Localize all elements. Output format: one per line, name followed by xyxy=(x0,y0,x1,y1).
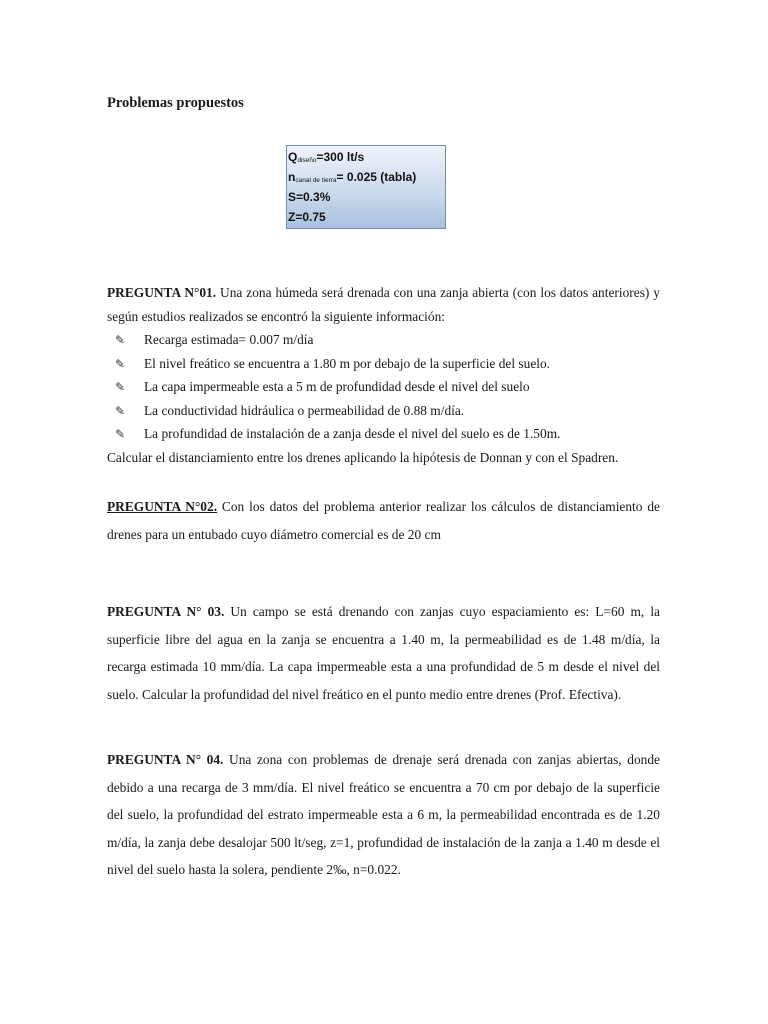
list-item: ✎ La profundidad de instalación de a zanja desde el nivel del suelo es de 1.50m. xyxy=(107,422,660,446)
question-1-closing: Calcular el distanciamiento entre los drenes aplicando la hipótesis de Donnan y con el Spadren. xyxy=(107,449,619,465)
pencil-bullet-icon: ✎ xyxy=(115,333,126,347)
list-item: ✎ Recarga estimada= 0.007 m/día xyxy=(107,328,660,352)
list-item: ✎ El nivel freático se encuentra a 1.80 m por debajo de la superficie del suelo. xyxy=(107,352,660,376)
question-3: PREGUNTA N° 03. Un campo se está drenando con zanjas cuyo espaciamiento es: L=60 m, la superficie libre del agua en la zanja se encuentra a 1.40 m, la permeabilidad es de 1.48 m/día, la recarga estimada 10 mm/día. La capa impermeable esta a una profundidad de 5 m desde el nivel del suelo. Calcular la profundidad del nivel freático en el punto medio entre drenes (Prof. Efectiva). xyxy=(107,604,660,702)
pencil-bullet-icon: ✎ xyxy=(115,380,126,394)
design-z-line: Z=0.75 xyxy=(288,210,326,224)
question-1-intro: PREGUNTA N°01. Una zona húmeda será drenada con una zanja abierta (con los datos anteriores) y según estudios realizados se encontró la siguiente información: xyxy=(107,285,660,324)
question-4-label: PREGUNTA N° 04. xyxy=(107,752,224,767)
pencil-bullet-icon: ✎ xyxy=(115,356,126,371)
list-item: ✎ La conductividad hidráulica o permeabilidad de 0.88 m/día. xyxy=(107,399,660,423)
question-4: PREGUNTA N° 04. Una zona con problemas de drenaje será drenada con zanjas abiertas, donde debido a una recarga de 3 mm/día. El nivel freático se encuentra a 70 cm por debajo de la superficie del suelo, la profundidad del estrato impermeable esta a 6 m, la permeabilidad encontrada es de 1.20 m/día, la zanja debe desalojar 500 lt/seg, z=1, profundidad de instalación de la zanja a 1.40 m desde el nivel del suelo hasta la solera, pendiente 2‰, n=0.022. xyxy=(107,752,660,878)
question-1-bullet-list xyxy=(107,328,660,446)
pencil-bullet-icon: ✎ xyxy=(115,427,126,441)
question-2-label: PREGUNTA N°02. xyxy=(107,499,218,514)
design-roughness-line: $n_{canal de tierra}= 0.025$ (tabla) xyxy=(288,170,417,184)
design-slope-line: S=0.3% xyxy=(288,190,331,204)
design-flow-line: $Q_{diseño}=300$ lt/s xyxy=(288,150,365,164)
question-3-label: PREGUNTA N° 03. xyxy=(107,604,225,619)
pencil-bullet-icon: ✎ xyxy=(115,403,126,418)
question-1-label: PREGUNTA N°01. xyxy=(107,285,217,300)
list-item: ✎ La capa impermeable esta a 5 m de profundidad desde el nivel del suelo xyxy=(107,375,660,399)
question-1 xyxy=(107,281,660,469)
section-title: Problemas propuestos xyxy=(107,95,244,111)
design-data-box xyxy=(286,145,446,229)
question-2: PREGUNTA N°02. Con los datos del problema anterior realizar los cálculos de distanciamiento de drenes para un entubado cuyo diámetro comercial es de 20 cm xyxy=(107,499,660,542)
